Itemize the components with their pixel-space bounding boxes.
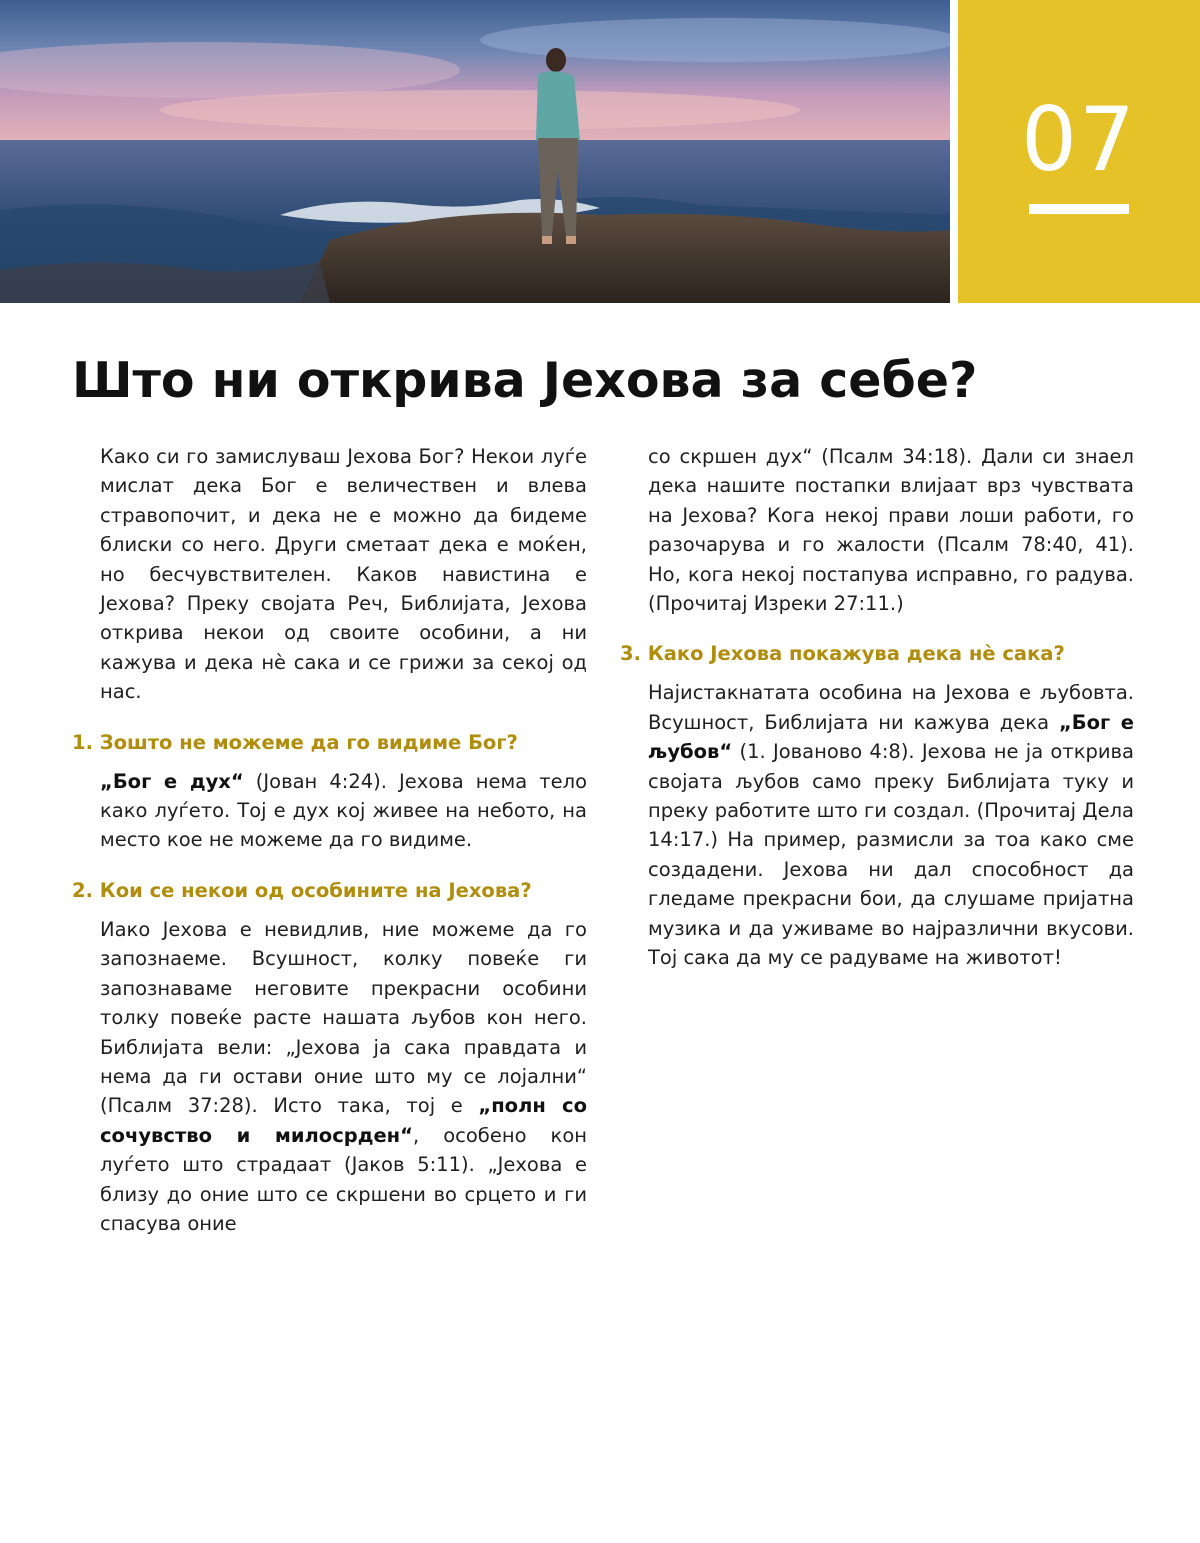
answer-text: Иако Јехова е невидлив, ние можеме да го запознаеме. Всушност, колку повеќе ги запознаваме неговите прекрасни особини толку повеќе расте нашата љубов кон него. Библијата вели: „Јехова ја сака правдата и нема да ги остави оние што му се лојални“ (Псалм 37:28). Исто така, тој е: [100, 917, 587, 1118]
answer-text: , особено кон луѓето што страдаат (Јаков 5:11). „Јехова е близу до оние што се скршени во срцето и ги спасува оние: [100, 1123, 588, 1235]
answer-paragraph-2: [100, 915, 587, 1238]
question-number: 1.: [72, 730, 93, 754]
question-number: 2.: [72, 878, 93, 902]
quote-bold: „полн со сочувство и милосрден“: [100, 1094, 587, 1147]
question-text: Како Јехова покажува дека нè сака?: [647, 642, 1065, 666]
lesson-number: 07: [1021, 88, 1137, 191]
answer-text: (Јован 4:24). Јехова нема тело како луѓето. Тој е дух кој живее на небото, на место кое не можеме да го видиме.: [100, 769, 588, 852]
left-column: [72, 442, 587, 1238]
lesson-number-badge: [958, 0, 1200, 303]
page-title: Што ни открива Јехова за себе?: [72, 352, 978, 409]
answer-text: (1. Јованово 4:8). Јехова не ја открива својата љубов само преку Библијата туку и преку работите што ги создал. (Прочитај Дела 14:17.) На пример, размисли за тоа како сме создадени. Јехова ни дал способност да гледаме прекрасни бои, да слушаме пријатна музика и да уживаме во најразлични вкусови. Тој сака да му се радуваме на животот!: [648, 740, 1134, 970]
question-heading-1: [72, 729, 587, 757]
answer-paragraph-1: [100, 767, 587, 855]
answer-paragraph-3: [648, 678, 1134, 972]
question-heading-2: [72, 877, 587, 905]
right-column: [620, 442, 1134, 973]
badge-underline: [1029, 204, 1129, 214]
question-number: 3.: [620, 642, 641, 666]
intro-paragraph: Како си го замислуваш Јехова Бог? Некои луѓе мислат дека Бог е величествен и влева стравопочит, и дека не е можно да бидеме блиски со него. Други сметаат дека е моќен, но бесчувствителен. Каков навистина е Јехова? Преку својата Реч, Библијата, Јехова открива некои од своите особини, а ни кажува и дека нè сака и се грижи за секој од нас.: [100, 445, 587, 704]
hero-photo: [0, 0, 950, 303]
sea-sunset-illustration: [0, 0, 950, 303]
question-text: Кои се некои од особините на Јехова?: [99, 878, 532, 902]
answer-text: Најистакнатата особина на Јехова е љубовта. Всушност, Библијата ни кажува дека: [648, 681, 1134, 734]
quote-bold: „Бог е љубов“: [648, 710, 1134, 764]
question-text: Зошто не можеме да го видиме Бог?: [99, 730, 518, 754]
quote-bold: „Бог е дух“: [100, 769, 244, 793]
question-heading-3: [620, 640, 1134, 668]
answer-paragraph-2-continued: со скршен дух“ (Псалм 34:18). Дали си знаел дека нашите постапки влијаат врз чувствата на Јехова? Кога некој прави лоши работи, го разочарува и го жалости (Псалм 78:40, 41). Но, кога некој постапува исправно, го радува. (Прочитај Изреки 27:11.): [648, 445, 1134, 616]
